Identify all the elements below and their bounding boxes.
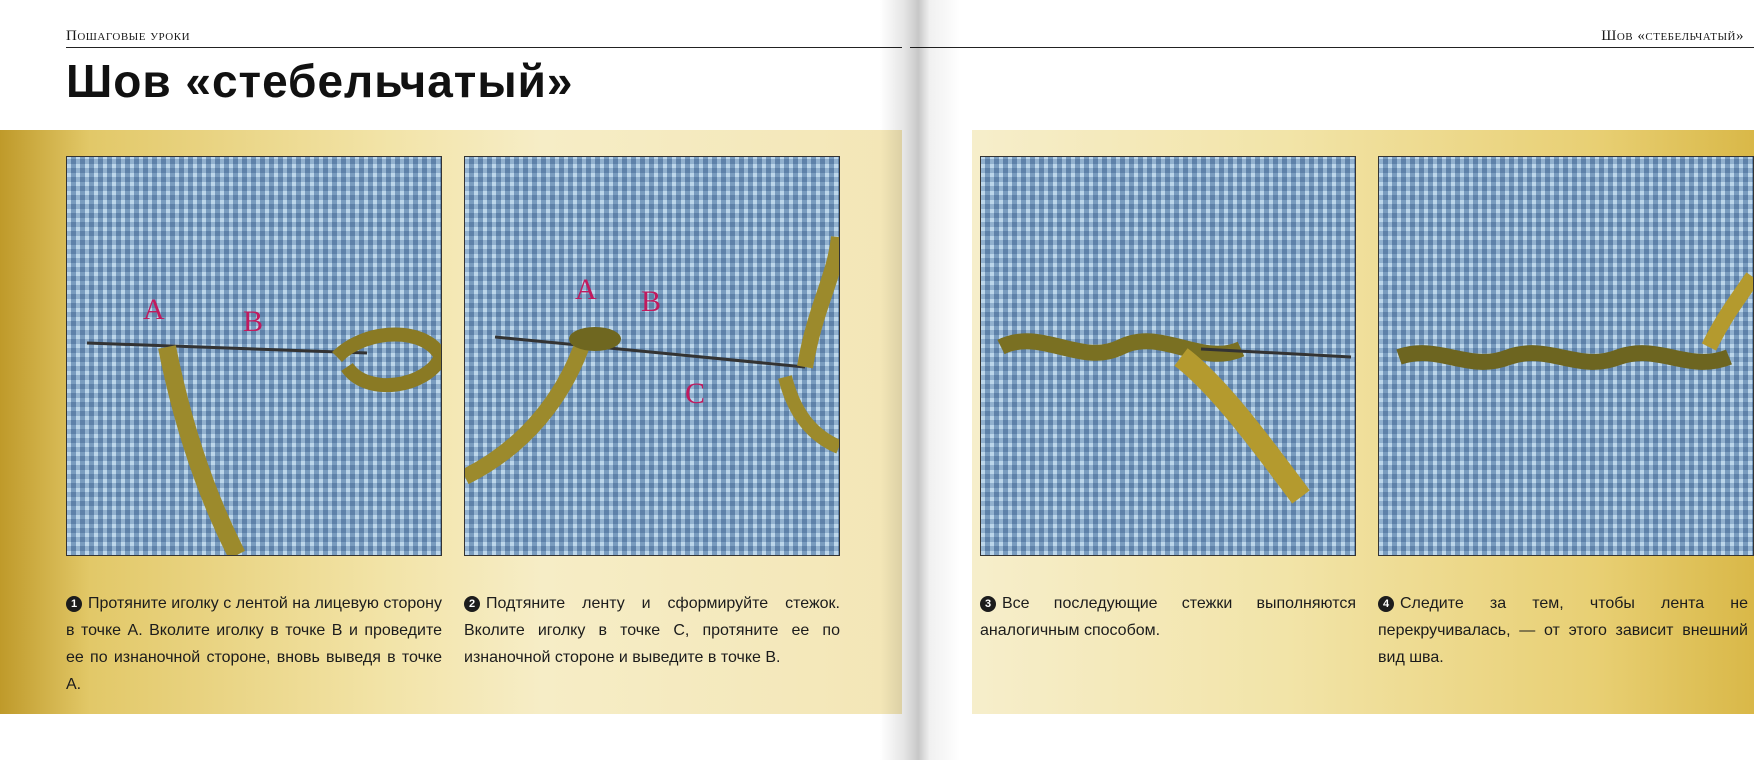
needle bbox=[495, 337, 805, 367]
ribbon bbox=[167, 347, 237, 555]
point-label-a: A bbox=[575, 273, 597, 306]
step-1-photo bbox=[66, 156, 442, 556]
step-2-caption bbox=[464, 590, 840, 671]
step-number-badge: 2 bbox=[464, 596, 480, 612]
ribbon-loop bbox=[337, 335, 441, 386]
step-1-text: Протяните иголку с лентой на лицевую сторону в точке А. Вколите иголку в точке В и проведите ее по изнаночной стороне, вновь выведя в точке А. bbox=[66, 595, 442, 693]
step-1-caption bbox=[66, 590, 442, 698]
point-label-a: A bbox=[143, 293, 165, 326]
ribbon-tail-lower bbox=[785, 377, 839, 447]
page-title: Шов «стебельчатый» bbox=[66, 55, 574, 107]
step-number-badge: 3 bbox=[980, 596, 996, 612]
step-number-badge: 1 bbox=[66, 596, 82, 612]
running-header: Шов «стебельчатый» bbox=[1601, 28, 1744, 44]
step-3-caption bbox=[980, 590, 1356, 644]
step-4-photo bbox=[1378, 156, 1754, 556]
step-2-photo bbox=[464, 156, 840, 556]
ribbon-tail bbox=[805, 237, 839, 367]
stem-stitch-row bbox=[1399, 353, 1729, 362]
ribbon bbox=[1181, 357, 1301, 497]
right-page bbox=[902, 0, 1754, 760]
running-header: Пошаговые уроки bbox=[66, 28, 191, 44]
step-3-illustration bbox=[981, 157, 1355, 555]
step-number-badge: 4 bbox=[1378, 596, 1394, 612]
point-label-c: C bbox=[685, 377, 706, 410]
needle bbox=[87, 343, 367, 353]
header-rule bbox=[66, 47, 902, 48]
ribbon-tail bbox=[1709, 277, 1753, 347]
step-4-text: Следите за тем, чтобы лента не перекручивалась, — от этого зависит внешний вид шва. bbox=[1378, 595, 1748, 666]
stem-stitch-row bbox=[1001, 341, 1241, 354]
step-3-text: Все последующие стежки выполняются аналогичным способом. bbox=[980, 595, 1356, 639]
ribbon bbox=[465, 337, 585, 477]
formed-stitch bbox=[569, 327, 621, 351]
step-4-illustration bbox=[1379, 157, 1753, 555]
step-2-text: Подтяните ленту и сформируйте стежок. Вколите иголку в точке С, протяните ее по изнаночной стороне и выведите в точке В. bbox=[464, 595, 840, 666]
header-rule bbox=[910, 47, 1754, 48]
step-4-caption bbox=[1378, 590, 1748, 671]
step-2-illustration bbox=[465, 157, 839, 555]
point-label-b: B bbox=[641, 285, 662, 318]
point-label-b: B bbox=[243, 305, 264, 338]
step-1-illustration bbox=[67, 157, 441, 555]
step-3-photo bbox=[980, 156, 1356, 556]
